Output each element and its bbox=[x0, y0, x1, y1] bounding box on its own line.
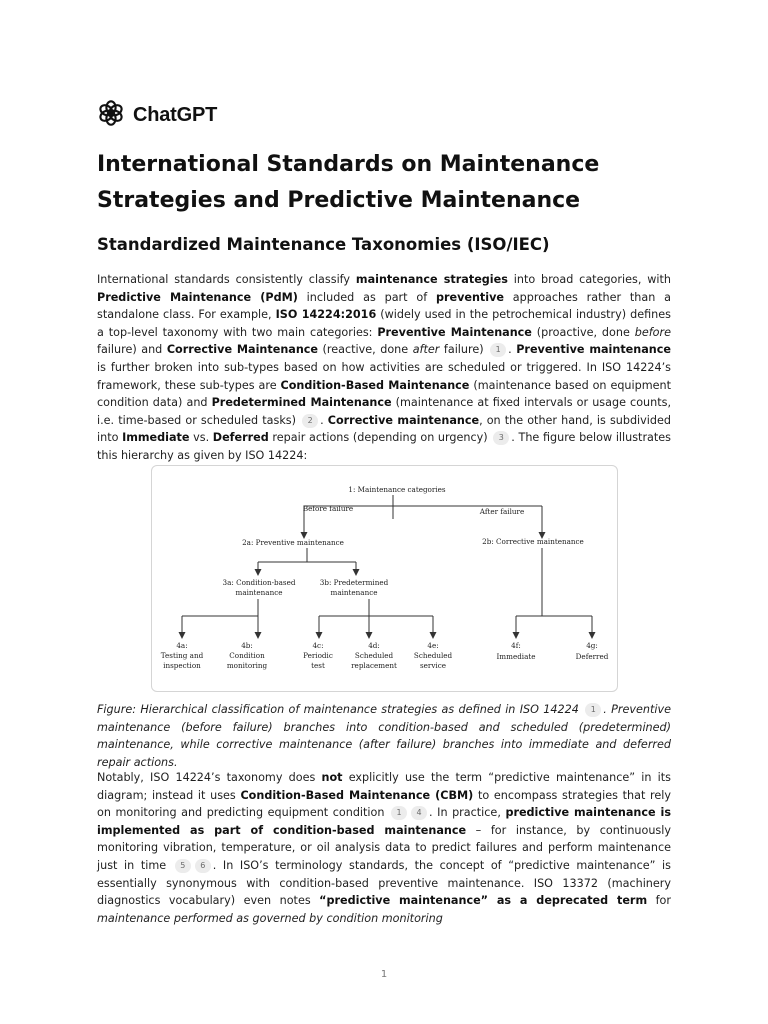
brand-name: ChatGPT bbox=[133, 103, 218, 126]
node-condition-based-line2: maintenance bbox=[235, 588, 283, 597]
citation-badge[interactable]: 1 bbox=[585, 703, 601, 717]
bold-text: Condition-Based Maintenance bbox=[280, 378, 470, 392]
citation-badge[interactable]: 4 bbox=[411, 806, 427, 820]
leaf-4e-line1: 4e: bbox=[427, 641, 439, 650]
citation-badge[interactable]: 6 bbox=[195, 859, 211, 873]
brand-logo bbox=[97, 99, 217, 131]
citation-badge[interactable]: 3 bbox=[493, 431, 509, 445]
leaf-4a-line2: Testing and bbox=[160, 651, 204, 660]
leaf-4b-line3: monitoring bbox=[226, 661, 268, 670]
leaf-4f-line2: Immediate bbox=[496, 652, 536, 661]
leaf-4g-line2: Deferred bbox=[575, 652, 609, 661]
citation-badge[interactable]: 2 bbox=[302, 414, 318, 428]
bold-text: maintenance strategies bbox=[355, 273, 508, 286]
italic-text: before bbox=[634, 325, 671, 339]
paragraph-predictive-note: Notably, ISO 14224’s taxonomy does not explicitly use the term “predictive maintenance” in its diagram; instead it uses Condition-Based Maintenance (CBM) to encompass strategies that rely on monitoring and predicting equipment condition 1 4 . In practice, predictive maintenance is implemented as part of condition-based maintenance – for instance, by continuously monitoring vibration, temperature, or oil analysis data to predict failures and perform maintenance just in time 5 6 . In ISO’s terminology standards, the concept of “predictive maintenance” is essentially synonymous with condition-based preventive maintenance. ISO 13372 (machinery diagnostics vocabulary) even notes “predictive maintenance” as a deprecated term for maintenance performed as governed by condition monitoring bbox=[97, 771, 672, 925]
openai-logo-icon bbox=[97, 99, 125, 131]
bold-text: Preventive maintenance bbox=[516, 343, 671, 357]
node-predetermined-line2: maintenance bbox=[330, 588, 378, 597]
leaf-4d-line2: Scheduled bbox=[354, 651, 394, 660]
leaf-4d-line1: 4d: bbox=[368, 641, 380, 650]
leaf-4a-line3: inspection bbox=[163, 661, 201, 670]
bold-text: Corrective maintenance bbox=[327, 413, 480, 427]
paragraph-taxonomy: International standards consistently classify maintenance strategies into broad categories, with Predictive Maintenance (PdM) included as part of preventive approaches rather than a standalone class. For example, ISO 14224:2016 (widely used in the petrochemical industry) defines a top-level taxonomy with two main categories: Preventive Maintenance (proactive, done before failure) and Corrective Maintenance (reactive, done after failure) 1 . Preventive maintenance is further broken into sub-types based on how activities are scheduled or triggered. In ISO 14224’s framework, these sub-types are Condition-Based Maintenance (maintenance based on equipment condition data) and Predetermined Maintenance (maintenance at fixed intervals or usage counts, i.e. time-based or scheduled tasks) 2 . Corrective maintenance, on the other hand, is subdivided into Immediate vs. Deferred repair actions (depending on urgency) 3 . The figure below illustrates this hierarchy as given by ISO 14224: bbox=[97, 273, 672, 462]
leaf-4b-line2: Condition bbox=[229, 651, 265, 660]
leaf-4c-line2: Periodic bbox=[303, 651, 333, 660]
node-corrective-maintenance: 2b: Corrective maintenance bbox=[482, 537, 584, 546]
bold-text: “predictive maintenance” as a deprecated term bbox=[319, 894, 648, 908]
bold-text: ISO 14224:2016 bbox=[275, 308, 377, 322]
node-preventive-maintenance: 2a: Preventive maintenance bbox=[242, 538, 344, 547]
leaf-4e-line3: service bbox=[419, 661, 447, 670]
node-maintenance-categories: 1: Maintenance categories bbox=[348, 485, 446, 494]
edge-label-after-failure: After failure bbox=[479, 507, 525, 516]
leaf-4c-line3: test bbox=[311, 661, 325, 670]
bold-text: Corrective Maintenance bbox=[166, 343, 319, 357]
bold-text: Immediate bbox=[122, 431, 190, 445]
node-condition-based-line1: 3a: Condition-based bbox=[222, 578, 296, 587]
taxonomy-figure bbox=[151, 465, 618, 692]
bold-text: Predetermined Maintenance bbox=[211, 396, 392, 410]
leaf-4g-line1: 4g: bbox=[586, 641, 598, 650]
bold-text: Deferred bbox=[212, 431, 269, 445]
leaf-4f-line1: 4f: bbox=[511, 641, 521, 650]
leaf-4b-line1: 4b: bbox=[241, 641, 253, 650]
page-number: 1 bbox=[380, 969, 388, 980]
leaf-4e-line2: Scheduled bbox=[413, 651, 453, 660]
citation-badge[interactable]: 5 bbox=[175, 859, 191, 873]
bold-text: preventive bbox=[435, 290, 504, 304]
leaf-4c-line1: 4c: bbox=[312, 641, 324, 650]
edge-label-before-failure: Before failure bbox=[302, 504, 354, 513]
document-title: International Standards on Maintenance Strategies and Predictive Maintenance bbox=[97, 152, 600, 213]
leaf-4d-line3: replacement bbox=[351, 661, 397, 670]
citation-badge[interactable]: 1 bbox=[391, 806, 407, 820]
bold-text: Condition-Based Maintenance (CBM) bbox=[240, 788, 474, 802]
node-predetermined-line1: 3b: Predetermined bbox=[319, 578, 389, 587]
bold-text: not bbox=[321, 771, 343, 784]
italic-text: after bbox=[412, 343, 440, 357]
section-heading: Standardized Maintenance Taxonomies (ISO/IEC) bbox=[97, 235, 550, 254]
leaf-4a-line1: 4a: bbox=[176, 641, 188, 650]
figure-caption: Figure: Hierarchical classification of maintenance strategies as defined in ISO 14224 1 . Preventive maintenance (before failure) branches into condition-based and scheduled (predetermined) maintenance, while corrective maintenance (after failure) branches into immediate and deferred repair actions. bbox=[97, 703, 671, 769]
bold-text: Predictive Maintenance (PdM) bbox=[97, 290, 298, 304]
bold-text: Preventive Maintenance bbox=[377, 325, 532, 339]
taxonomy-diagram bbox=[152, 466, 617, 691]
citation-badge[interactable]: 1 bbox=[490, 343, 506, 357]
italic-text: maintenance performed as governed by condition monitoring bbox=[97, 911, 443, 925]
bold-text: predictive maintenance is implemented as part of condition-based maintenance bbox=[97, 806, 672, 837]
